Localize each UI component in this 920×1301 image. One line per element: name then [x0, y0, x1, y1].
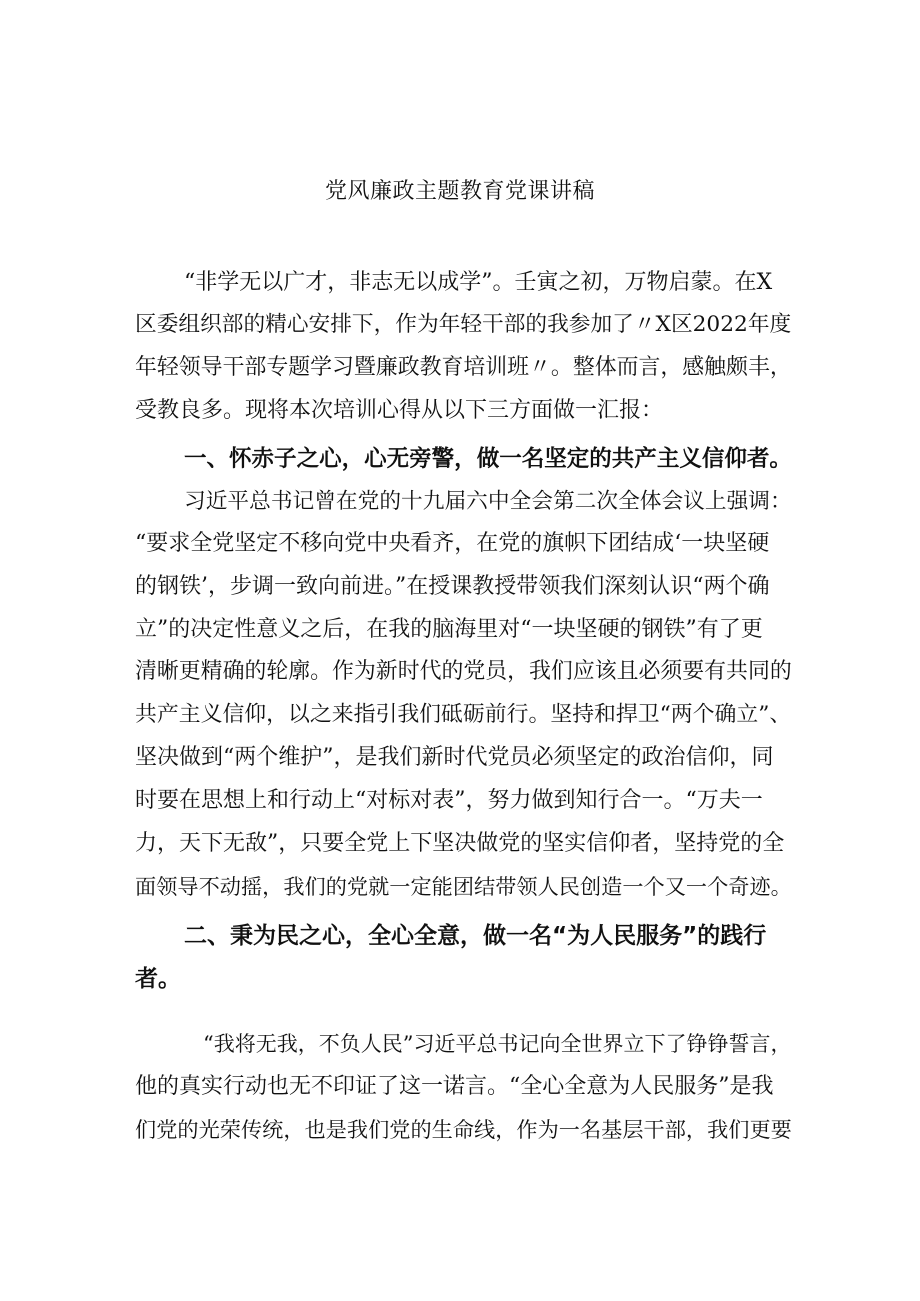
section2-line-3: 们党的光荣传统，也是我们党的生命线，作为一名基层干部，我们更要 [135, 1117, 792, 1142]
section1-line-3: 的钢铁’，步调一致向前进。”在授课教授带领我们深刻认识“两个确 [135, 574, 770, 599]
intro-line-2: 区委组织部的精心安排下，作为年轻干部的我参加了〃X区2022年度 [135, 312, 792, 337]
section1-line-7: 坚决做到“两个维护”，是我们新时代党员必须坚定的政治信仰，同 [135, 745, 774, 770]
section1-line-4: 立”的决定性意义之后，在我的脑海里对“一块坚硬的钢铁”有了更 [135, 617, 763, 642]
section1-line-6: 共产主义信仰，以之来指引我们砥砺前行。坚持和捍卫“两个确立”、 [135, 702, 792, 727]
section1-line-9: 力，天下无敌”，只要全党上下坚决做党的坚实信仰者，坚持党的全 [135, 831, 785, 856]
intro-line-3: 年轻领导干部专题学习暨廉政教育培训班〃。整体而言，感触颇丰， [135, 355, 792, 380]
section2-line-2: 他的真实行动也无不印证了这一诺言。“全心全意为人民服务”是我 [135, 1074, 774, 1099]
section1-line-5: 清晰更精确的轮廓。作为新时代的党员，我们应该且必须要有共同的 [135, 659, 792, 684]
intro-line-4: 受教良多。现将本次培训心得从以下三方面做一汇报： [135, 398, 664, 423]
intro-line-1: “非学无以广才，非志无以成学”。壬寅之初，万物启蒙。在X [184, 270, 773, 295]
section-heading-2-line-2: 者。 [135, 966, 181, 992]
section-heading-2-line-1: 二、秉为民之心，全心全意，做一名“为人民服务”的践行 [184, 923, 767, 949]
section1-line-10: 面领导不动摇，我们的党就一定能团结带领人民创造一个又一个奇迹。 [135, 874, 792, 899]
document-title: 党风廉政主题教育党课讲稿 [324, 179, 595, 204]
section1-line-1: 习近平总书记曾在党的十九届六中全会第二次全体会议上强调： [184, 489, 792, 514]
section1-line-8: 时要在思想上和行动上“对标对表”，努力做到知行合一。“万夫一 [135, 788, 763, 813]
section2-line-1: “我将无我，不负人民”习近平总书记向全世界立下了铮铮誓言， [203, 1032, 792, 1056]
section-heading-1: 一、怀赤子之心，心无旁警，做一名坚定的共产主义信仰者。 [184, 446, 792, 472]
section1-line-2: “要求全党坚定不移向党中央看齐，在党的旗帜下团结成‘一块坚硬 [135, 531, 770, 556]
